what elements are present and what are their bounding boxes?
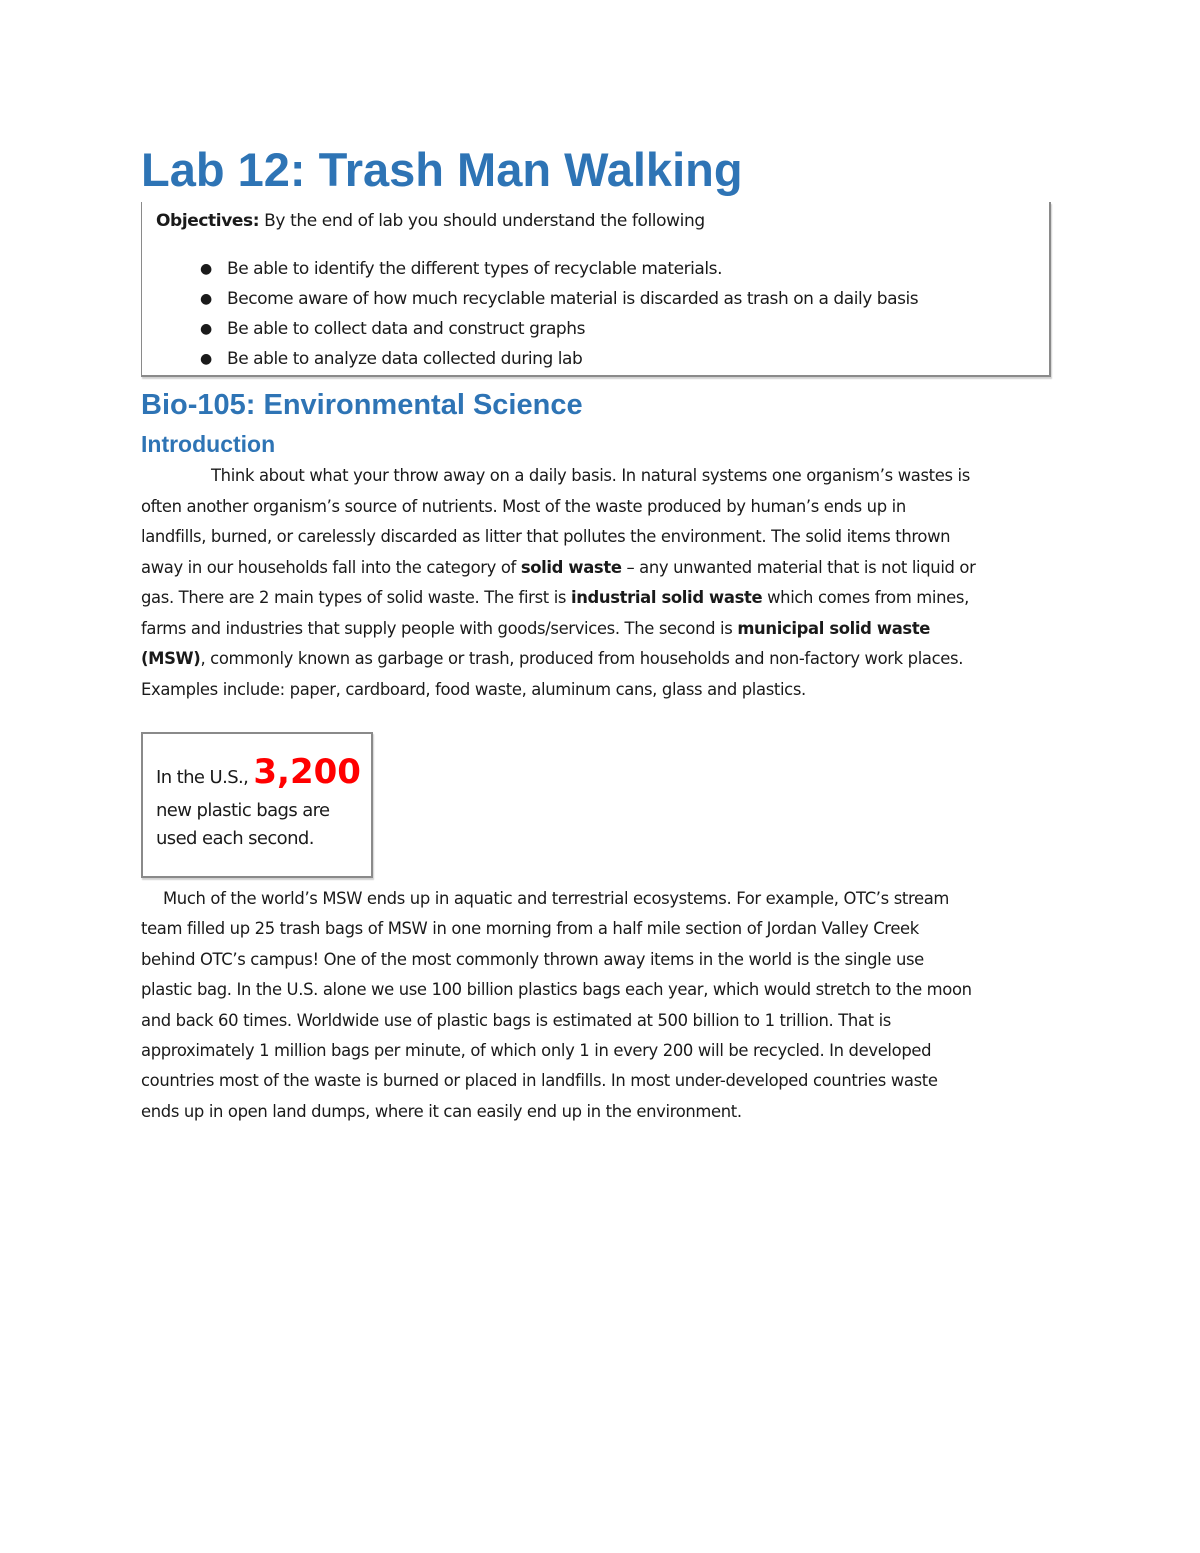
plastic-bag-callout (141, 732, 373, 878)
objectives-box (141, 202, 1051, 377)
introduction-paragraph (141, 461, 1061, 705)
callout-prefix: In the U.S., (156, 767, 254, 788)
text-line: team filled up 25 trash bags of MSW in one morning from a half mile section of Jordan Valley Creek (141, 919, 919, 939)
text-line: ends up in open land dumps, where it can easily end up in the environment. (141, 1101, 742, 1121)
objectives-lead: By the end of lab you should understand the following (259, 211, 705, 231)
bullet-icon: ● (200, 321, 212, 337)
text-line: plastic bag. In the U.S. alone we use 100 billion plastics bags each year, which would stretch to the moon (141, 980, 972, 1000)
objective-text: Be able to analyze data collected during lab (227, 349, 583, 369)
objective-text: Be able to collect data and construct graphs (227, 319, 585, 339)
text-run: , commonly known as garbage or trash, produced from households and non-factory work places. (200, 649, 964, 668)
text-line (141, 553, 1061, 584)
text-line: and back 60 times. Worldwide use of plastic bags is estimated at 500 billion to 1 trillion. That is (141, 1010, 891, 1030)
callout-line: new plastic bags are (156, 800, 330, 821)
text-line (141, 583, 1061, 614)
objective-item (142, 284, 918, 314)
text-run: which comes from mines, (762, 588, 969, 607)
text-line: behind OTC’s campus! One of the most commonly thrown away items in the world is the single use (141, 949, 924, 969)
text-run: farms and industries that supply people with goods/services. The second is (141, 618, 738, 638)
objective-item (142, 314, 918, 344)
term-industrial-solid-waste: industrial solid waste (570, 588, 763, 607)
text-line: often another organism’s source of nutrients. Most of the waste produced by human’s ends up in (141, 496, 906, 516)
term-solid-waste: solid waste (520, 557, 622, 577)
objectives-heading (156, 211, 705, 231)
callout-line: used each second. (156, 828, 314, 849)
text-line: Much of the world’s MSW ends up in aquatic and terrestrial ecosystems. For example, OTC’s stream (163, 889, 950, 908)
msw-paragraph (141, 884, 1071, 1127)
text-line: Think about what your throw away on a daily basis. In natural systems one organism’s wastes is (211, 466, 970, 485)
objective-text: Be able to identify the different types of recyclable materials. (227, 259, 723, 279)
text-run: gas. There are 2 main types of solid waste. The first is (141, 588, 571, 607)
callout-number: 3,200 (253, 752, 361, 792)
text-line: Examples include: paper, cardboard, food waste, aluminum cans, glass and plastics. (141, 679, 806, 699)
term-msw: (MSW) (141, 649, 201, 668)
text-line (141, 644, 1061, 675)
course-title: Bio-105: Environmental Science (141, 389, 583, 421)
text-line: countries most of the waste is burned or placed in landfills. In most under-developed countries waste (141, 1071, 938, 1091)
text-run: – any unwanted material that is not liquid or (621, 557, 976, 577)
objectives-label: Objectives: (156, 211, 260, 231)
objective-item (142, 254, 918, 284)
text-run: away in our households fall into the category of (141, 557, 521, 577)
bullet-icon: ● (200, 351, 212, 367)
objective-item (142, 344, 918, 374)
page-title: Lab 12: Trash Man Walking (141, 143, 743, 196)
callout-line (156, 752, 361, 792)
introduction-heading: Introduction (141, 431, 276, 457)
objectives-list (142, 254, 918, 374)
bullet-icon: ● (200, 291, 212, 307)
text-line (141, 614, 1061, 645)
text-line: approximately 1 million bags per minute, of which only 1 in every 200 will be recycled. In developed (141, 1041, 932, 1061)
term-municipal-solid-waste: municipal solid waste (737, 618, 931, 638)
text-line: landfills, burned, or carelessly discarded as litter that pollutes the environment. The solid items thrown (141, 527, 951, 546)
bullet-icon: ● (200, 261, 212, 277)
objective-text: Become aware of how much recyclable material is discarded as trash on a daily basis (227, 289, 919, 309)
